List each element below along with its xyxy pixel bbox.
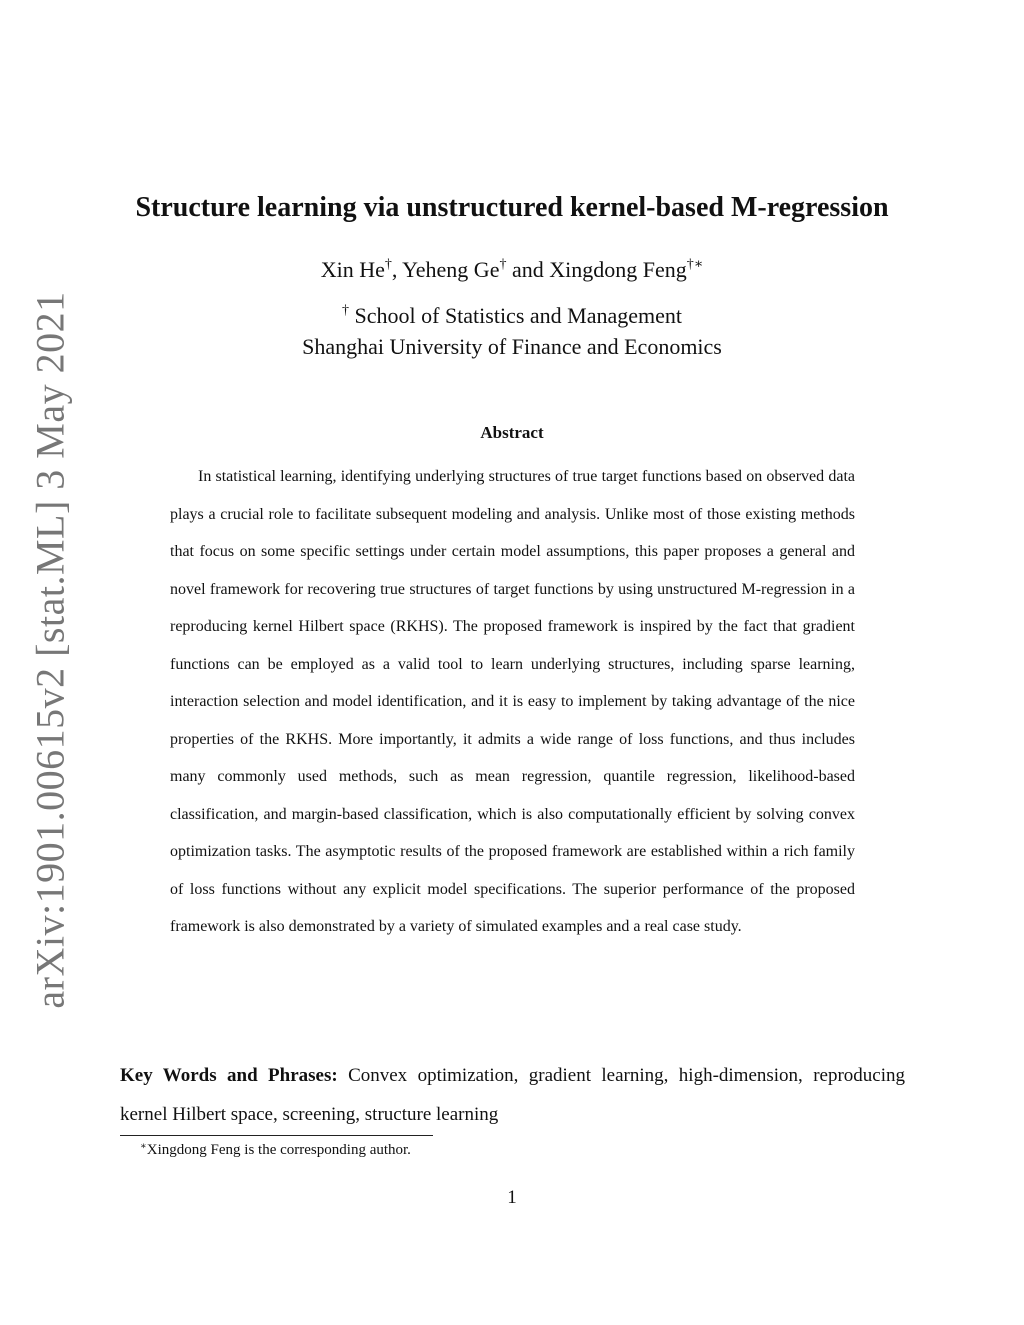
- keywords-paragraph: [120, 1056, 905, 1134]
- author-list: [0, 255, 1024, 285]
- footnote-text: Xingdong Feng is the corresponding author.: [146, 1142, 411, 1158]
- affiliation-school: [0, 301, 1024, 331]
- keywords-text: Convex optimization, gradient learning, high-dimension, reproducing kernel Hilbert space, screening, structure learning: [120, 1065, 905, 1125]
- author-mark: †: [499, 257, 507, 272]
- author-name: Yeheng Ge: [402, 257, 500, 282]
- affiliation-university: Shanghai University of Finance and Economics: [302, 334, 722, 359]
- keywords-label: Key Words and Phrases:: [120, 1065, 338, 1086]
- author-name: Xin He: [320, 257, 385, 282]
- paper-title: Structure learning via unstructured kernel-based M-regression: [135, 192, 889, 223]
- footnote: [140, 1140, 411, 1160]
- arxiv-identifier-stamp: arXiv:1901.00615v2 [stat.ML] 3 May 2021: [27, 291, 73, 1009]
- author-mark: †: [384, 257, 392, 272]
- affiliation-mark: †: [342, 303, 349, 318]
- author-separator: and: [506, 257, 550, 282]
- affiliation-school-text: School of Statistics and Management: [349, 303, 682, 328]
- footnote-divider: [120, 1135, 433, 1136]
- author-name: Xingdong Feng: [549, 257, 687, 282]
- page-number: 1: [507, 1187, 517, 1208]
- footnote-mark: ∗: [140, 1141, 147, 1152]
- author-mark: †∗: [686, 257, 704, 272]
- author-separator: ,: [391, 257, 403, 282]
- abstract-body: In statistical learning, identifying underlying structures of true target functions based on observed data plays a crucial role to facilitate subsequent modeling and analysis. Unlike most of those existing methods that focus on some specific settings under certain model assumptions, this paper proposes a general and novel framework for recovering true structures of target functions by using unstructured M-regression in a reproducing kernel Hilbert space (RKHS). The proposed framework is inspired by the fact that gradient functions can be employed as a valid tool to learn underlying structures, including sparse learning, interaction selection and model identification, and it is easy to implement by taking advantage of the nice properties of the RKHS. More importantly, it admits a wide range of loss functions, and thus includes many commonly used methods, such as mean regression, quantile regression, likelihood-based classification, and margin-based classification, which is also computationally efficient by solving convex optimization tasks. The asymptotic results of the proposed framework are established within a rich family of loss functions without any explicit model specifications. The superior performance of the proposed framework is also demonstrated by a variety of simulated examples and a real case study.: [170, 468, 855, 935]
- abstract-heading: Abstract: [480, 423, 544, 442]
